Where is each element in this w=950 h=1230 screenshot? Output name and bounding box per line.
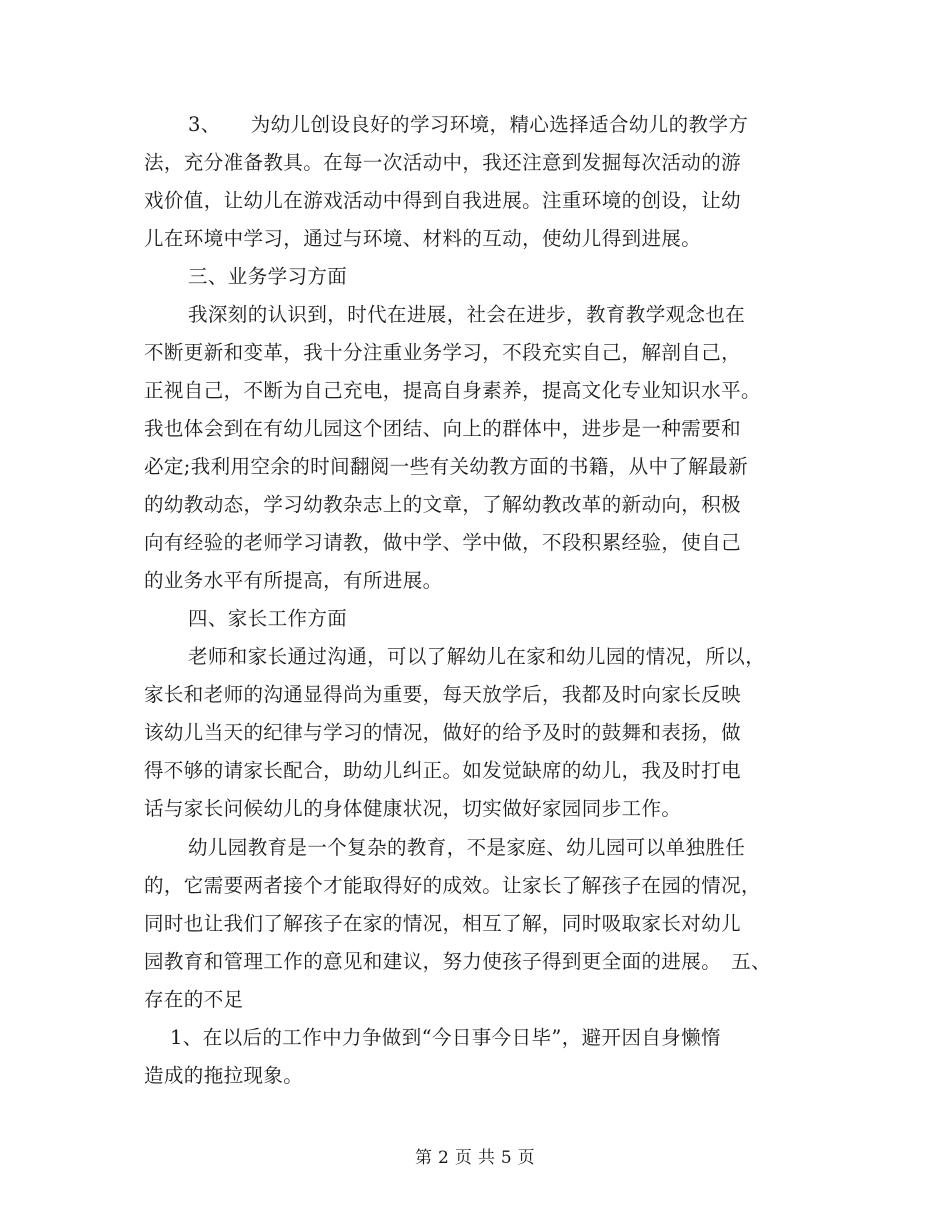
text-line: 的幼教动态，学习幼教杂志上的文章，了解幼教改革的新动向，积极	[144, 493, 742, 516]
text-line: 造成的拖拉现象。	[144, 1064, 304, 1087]
text-line: 话与家长问候幼儿的身体健康状况，切实做好家园同步工作。	[144, 797, 682, 820]
text-line: 的业务水平有所提高，有所进展。	[144, 569, 443, 592]
text-line: 我深刻的认识到，时代在进展，社会在进步，教育教学观念也在	[188, 303, 746, 326]
text-line: 老师和家长通过沟通，可以了解幼儿在家和幼儿园的情况，所以，	[188, 645, 766, 668]
text-line: 儿在环境中学习，通过与环境、材料的互动，使幼儿得到进展。	[144, 227, 702, 250]
text-line: 向有经验的老师学习请教，做中学、学中做，不段积累经验，使自己	[144, 531, 742, 554]
section-heading: 存在的不足	[144, 988, 244, 1011]
section-heading: 三、业务学习方面	[188, 265, 348, 288]
text-line: 法，充分准备教具。在每一次活动中，我还注意到发掘每次活动的游	[144, 151, 742, 174]
text-line: 1、在以后的工作中力争做到“今日事今日毕”，避开因自身懒惰	[170, 1026, 721, 1049]
text-line: 的，它需要两者接个才能取得好的成效。让家长了解孩子在园的情况，	[144, 874, 761, 897]
section-heading: 四、家长工作方面	[188, 607, 348, 630]
text-line: 我也体会到在有幼儿园这个团结、向上的群体中，进步是一种需要和	[144, 417, 742, 440]
text-line: 园教育和管理工作的意见和建议，努力使孩子得到更全面的进展。 五、	[144, 950, 772, 973]
text-line: 正视自己，不断为自己充电，提高自身素养，提高文化专业知识水平。	[144, 379, 761, 402]
text-line: 同时也让我们了解孩子在家的情况，相互了解，同时吸取家长对幼儿	[144, 912, 742, 935]
text-line: 该幼儿当天的纪律与学习的情况，做好的给予及时的鼓舞和表扬，做	[144, 721, 742, 744]
text-line: 家长和老师的沟通显得尚为重要，每天放学后，我都及时向家长反映	[144, 683, 742, 706]
text-line: 幼儿园教育是一个复杂的教育，不是家庭、幼儿园可以单独胜任	[188, 836, 746, 859]
page-number-footer: 第 2 页 共 5 页	[415, 1148, 535, 1168]
text-line: 必定;我利用空余的时间翻阅一些有关幼教方面的书籍，从中了解最新	[144, 455, 748, 478]
text-line: 不断更新和变革，我十分注重业务学习，不段充实自己，解剖自己，	[144, 341, 742, 364]
text-line: 戏价值，让幼儿在游戏活动中得到自我进展。注重环境的创设，让幼	[144, 189, 742, 212]
text-line: 得不够的请家长配合，助幼儿纠正。如发觉缺席的幼儿，我及时打电	[144, 759, 742, 782]
text-line: 3、 为幼儿创设良好的学习环境，精心选择适合幼儿的教学方	[188, 113, 749, 136]
